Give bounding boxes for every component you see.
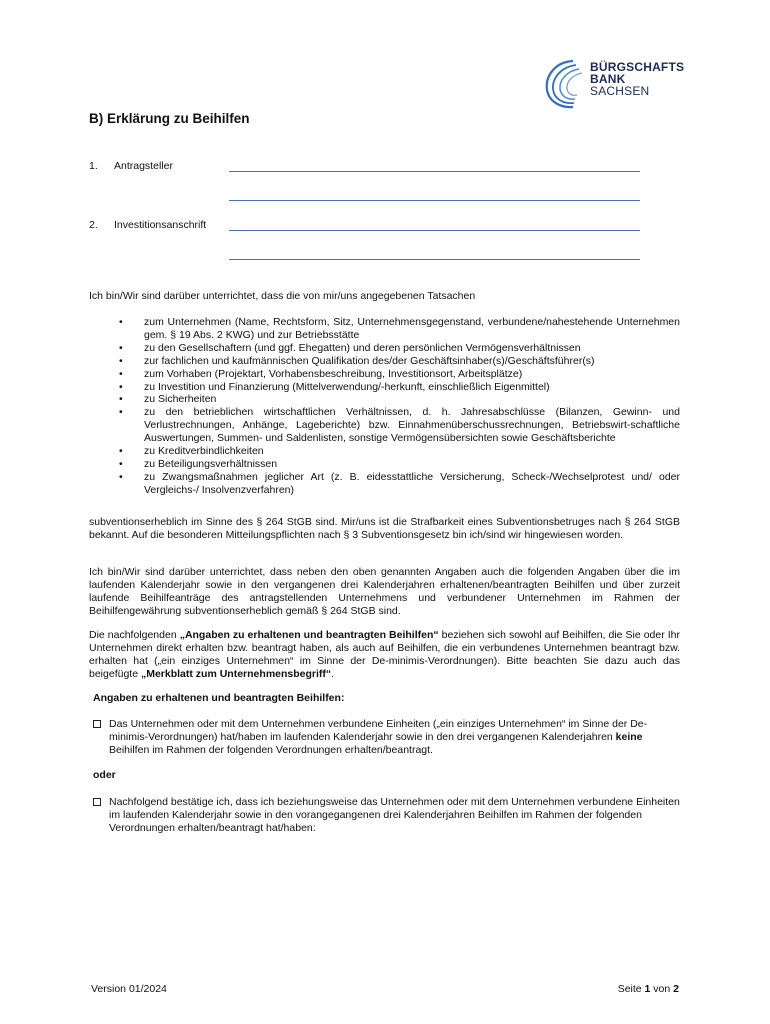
paragraph-subventionserheblich: subventionserheblich im Sinne des § 264 StGB sind. Mir/uns ist die Strafbarkeit eines Subventionsbetruges nach § 264 StGB bekannt. Auf die besonderen Mitteilungspflichten nach § 3 Subventionsgesetz bin ich/sind wir hingewiesen worden. (89, 516, 680, 541)
text-run: Die nachfolgenden (89, 629, 180, 641)
list-item (89, 471, 680, 497)
list-item-text: zu den Gesellschaftern (und ggf. Ehegatten) und deren persönlichen Vermögensverhältnissen (144, 341, 581, 354)
field-label: Investitionsanschrift (114, 219, 207, 231)
list-item (89, 381, 680, 394)
intro-text: Ich bin/Wir sind darüber unterrichtet, dass die von mir/uns angegebenen Tatsachen (89, 290, 476, 302)
logo-line-1: BÜRGSCHAFTS (590, 60, 685, 74)
list-item-text: zu Zwangsmaßnahmen jeglicher Art (z. B. eidesstattliche Versicherung, Scheck-/Wechselprotest und/ oder Vergleichs-/ Insolvenzverfahren) (144, 470, 680, 496)
field-label: Antragsteller (114, 160, 173, 172)
option-text (93, 718, 680, 757)
bullet-icon: • (119, 393, 123, 406)
text-run: . (331, 667, 335, 680)
bullet-icon: • (119, 367, 123, 380)
list-item-text: zu Kreditverbindlichkeiten (144, 445, 264, 458)
text-run: Beihilfen im Rahmen der folgenden Verordnungen erhalten/beantragt. (109, 743, 433, 756)
bullet-icon: • (119, 445, 123, 458)
checkbox-keine-beihilfen[interactable] (93, 720, 101, 728)
list-item-text: zu Sicherheiten (144, 393, 217, 406)
page-title: B) Erklärung zu Beihilfen (89, 111, 250, 126)
antragsteller-input-line-2[interactable] (229, 200, 640, 201)
text-run-bold: keine (615, 730, 643, 743)
merkblatt-reference: „Merkblatt zum Unternehmensbegriff“ (140, 667, 332, 680)
list-item (89, 342, 680, 355)
list-item-text: zur fachlichen und kaufmännischen Qualifikation des/der Geschäftsinhaber(s)/Geschäftsführer(s) (144, 354, 595, 367)
list-item (89, 393, 680, 406)
investitionsanschrift-input-line-2[interactable] (229, 259, 640, 260)
buergschaftsbank-logo (543, 58, 683, 110)
bullet-icon: • (119, 457, 123, 470)
bullet-icon: • (119, 354, 123, 367)
logo-line-3: SACHSEN (590, 84, 650, 98)
oder-separator: oder (93, 769, 116, 781)
text-run-bold: „Angaben zu erhaltenen und beantragten Beihilfen“ (179, 629, 439, 641)
antragsteller-input-line-1[interactable] (229, 171, 640, 172)
list-item (89, 445, 680, 458)
section-subheading: Angaben zu erhaltenen und beantragten Beihilfen: (93, 692, 345, 704)
field-number: 2. (89, 219, 98, 231)
list-item-text: zu Investition und Finanzierung (Mittelverwendung/-herkunft, einschließlich Eigenmittel) (144, 380, 550, 393)
text-run: Seite (617, 983, 645, 995)
option-text: Nachfolgend bestätige ich, dass ich beziehungsweise das Unternehmen oder mit dem Unternehmen verbundene Einheiten im laufenden Kalenderjahr sowie in den vorangegangenen drei Kalenderjahren Beihilfen im Rahmen der folgenden Verordnungen erhalten/beantragt hat/haben: (109, 796, 680, 834)
logo-swirl-icon (543, 58, 589, 110)
page-current: 1 (644, 983, 651, 995)
fact-list (89, 316, 680, 497)
option-keine-beihilfen (93, 718, 680, 757)
text-run: beziehen sich sowohl auf Beihilfen, die Sie oder Ihr Unternehmen direkt erhalten bzw. beantragt haben, als auch auf Beihilfen, die ein verbundenes Unternehmen beantragt bzw. erhalten hat („ein einziges Unternehmen“ im Sinne der De-minimis-Verordnungen). Bitte beachten Sie dazu auch das beigefügte (89, 629, 680, 680)
paragraph-beihilfen-info: Ich bin/Wir sind darüber unterrichtet, dass neben den oben genannten Angaben auch die folgenden Angaben über die im laufenden Kalenderjahr sowie in den vergangenen drei Kalenderjahren erhaltenen/beantragten Beihilfen und über zurzeit laufende Beihilfeanträge des antragstellenden Unternehmens und verbundener Unternehmen im Rahmen der Beihilfengewährung subventionserheblich gemäß § 264 StGB sind. (89, 566, 680, 617)
option-beihilfen-erhalten (93, 796, 680, 835)
list-item (89, 316, 680, 342)
paragraph-angaben-hinweis (89, 629, 680, 681)
list-item (89, 458, 680, 471)
list-item-text: zu den betrieblichen wirtschaftlichen Verhältnissen, d. h. Jahresabschlüsse (Bilanzen, Gewinn- und Verlustrechnungen, Anhänge, Lageberichte) bzw. Einnahmenüberschussrechnungen, Betriebswirt-schaftliche Auswertungen, Summen- und Saldenlisten, sonstige Vermögensübersichten sowie Geschäftsberichte (144, 406, 680, 445)
bullet-icon: • (119, 380, 123, 393)
list-item-text: zu Beteiligungsverhältnissen (144, 457, 278, 470)
bullet-icon: • (119, 470, 123, 483)
footer-version: Version 01/2024 (91, 983, 167, 995)
logo-line-2: BANK (590, 72, 626, 86)
text-run: von (650, 983, 674, 995)
bullet-icon: • (119, 316, 123, 328)
page-total: 2 (673, 983, 679, 995)
list-item (89, 406, 680, 445)
list-item (89, 368, 680, 381)
footer-page-number (618, 983, 679, 995)
text-run: Das Unternehmen oder mit dem Unternehmen verbundene Einheiten („ein einziges Unternehmen“ im Sinne der De-minimis-Verordnungen) hat/haben im laufenden Kalenderjahr sowie in den drei vergangenen Kalenderjahren (109, 718, 648, 743)
bullet-icon: • (119, 406, 123, 419)
investitionsanschrift-input-line-1[interactable] (229, 230, 640, 231)
list-item-text: zum Unternehmen (Name, Rechtsform, Sitz, Unternehmensgegenstand, verbundene/nahestehende Unternehmen gem. § 19 Abs. 2 KWG) und zur Betriebsstätte (144, 316, 680, 341)
checkbox-beihilfen-erhalten[interactable] (93, 798, 101, 806)
list-item-text: zum Vorhaben (Projektart, Vorhabensbeschreibung, Investitionsort, Arbeitsplätze) (144, 367, 523, 380)
list-item (89, 355, 680, 368)
bullet-icon: • (119, 341, 123, 354)
field-number: 1. (89, 160, 98, 172)
